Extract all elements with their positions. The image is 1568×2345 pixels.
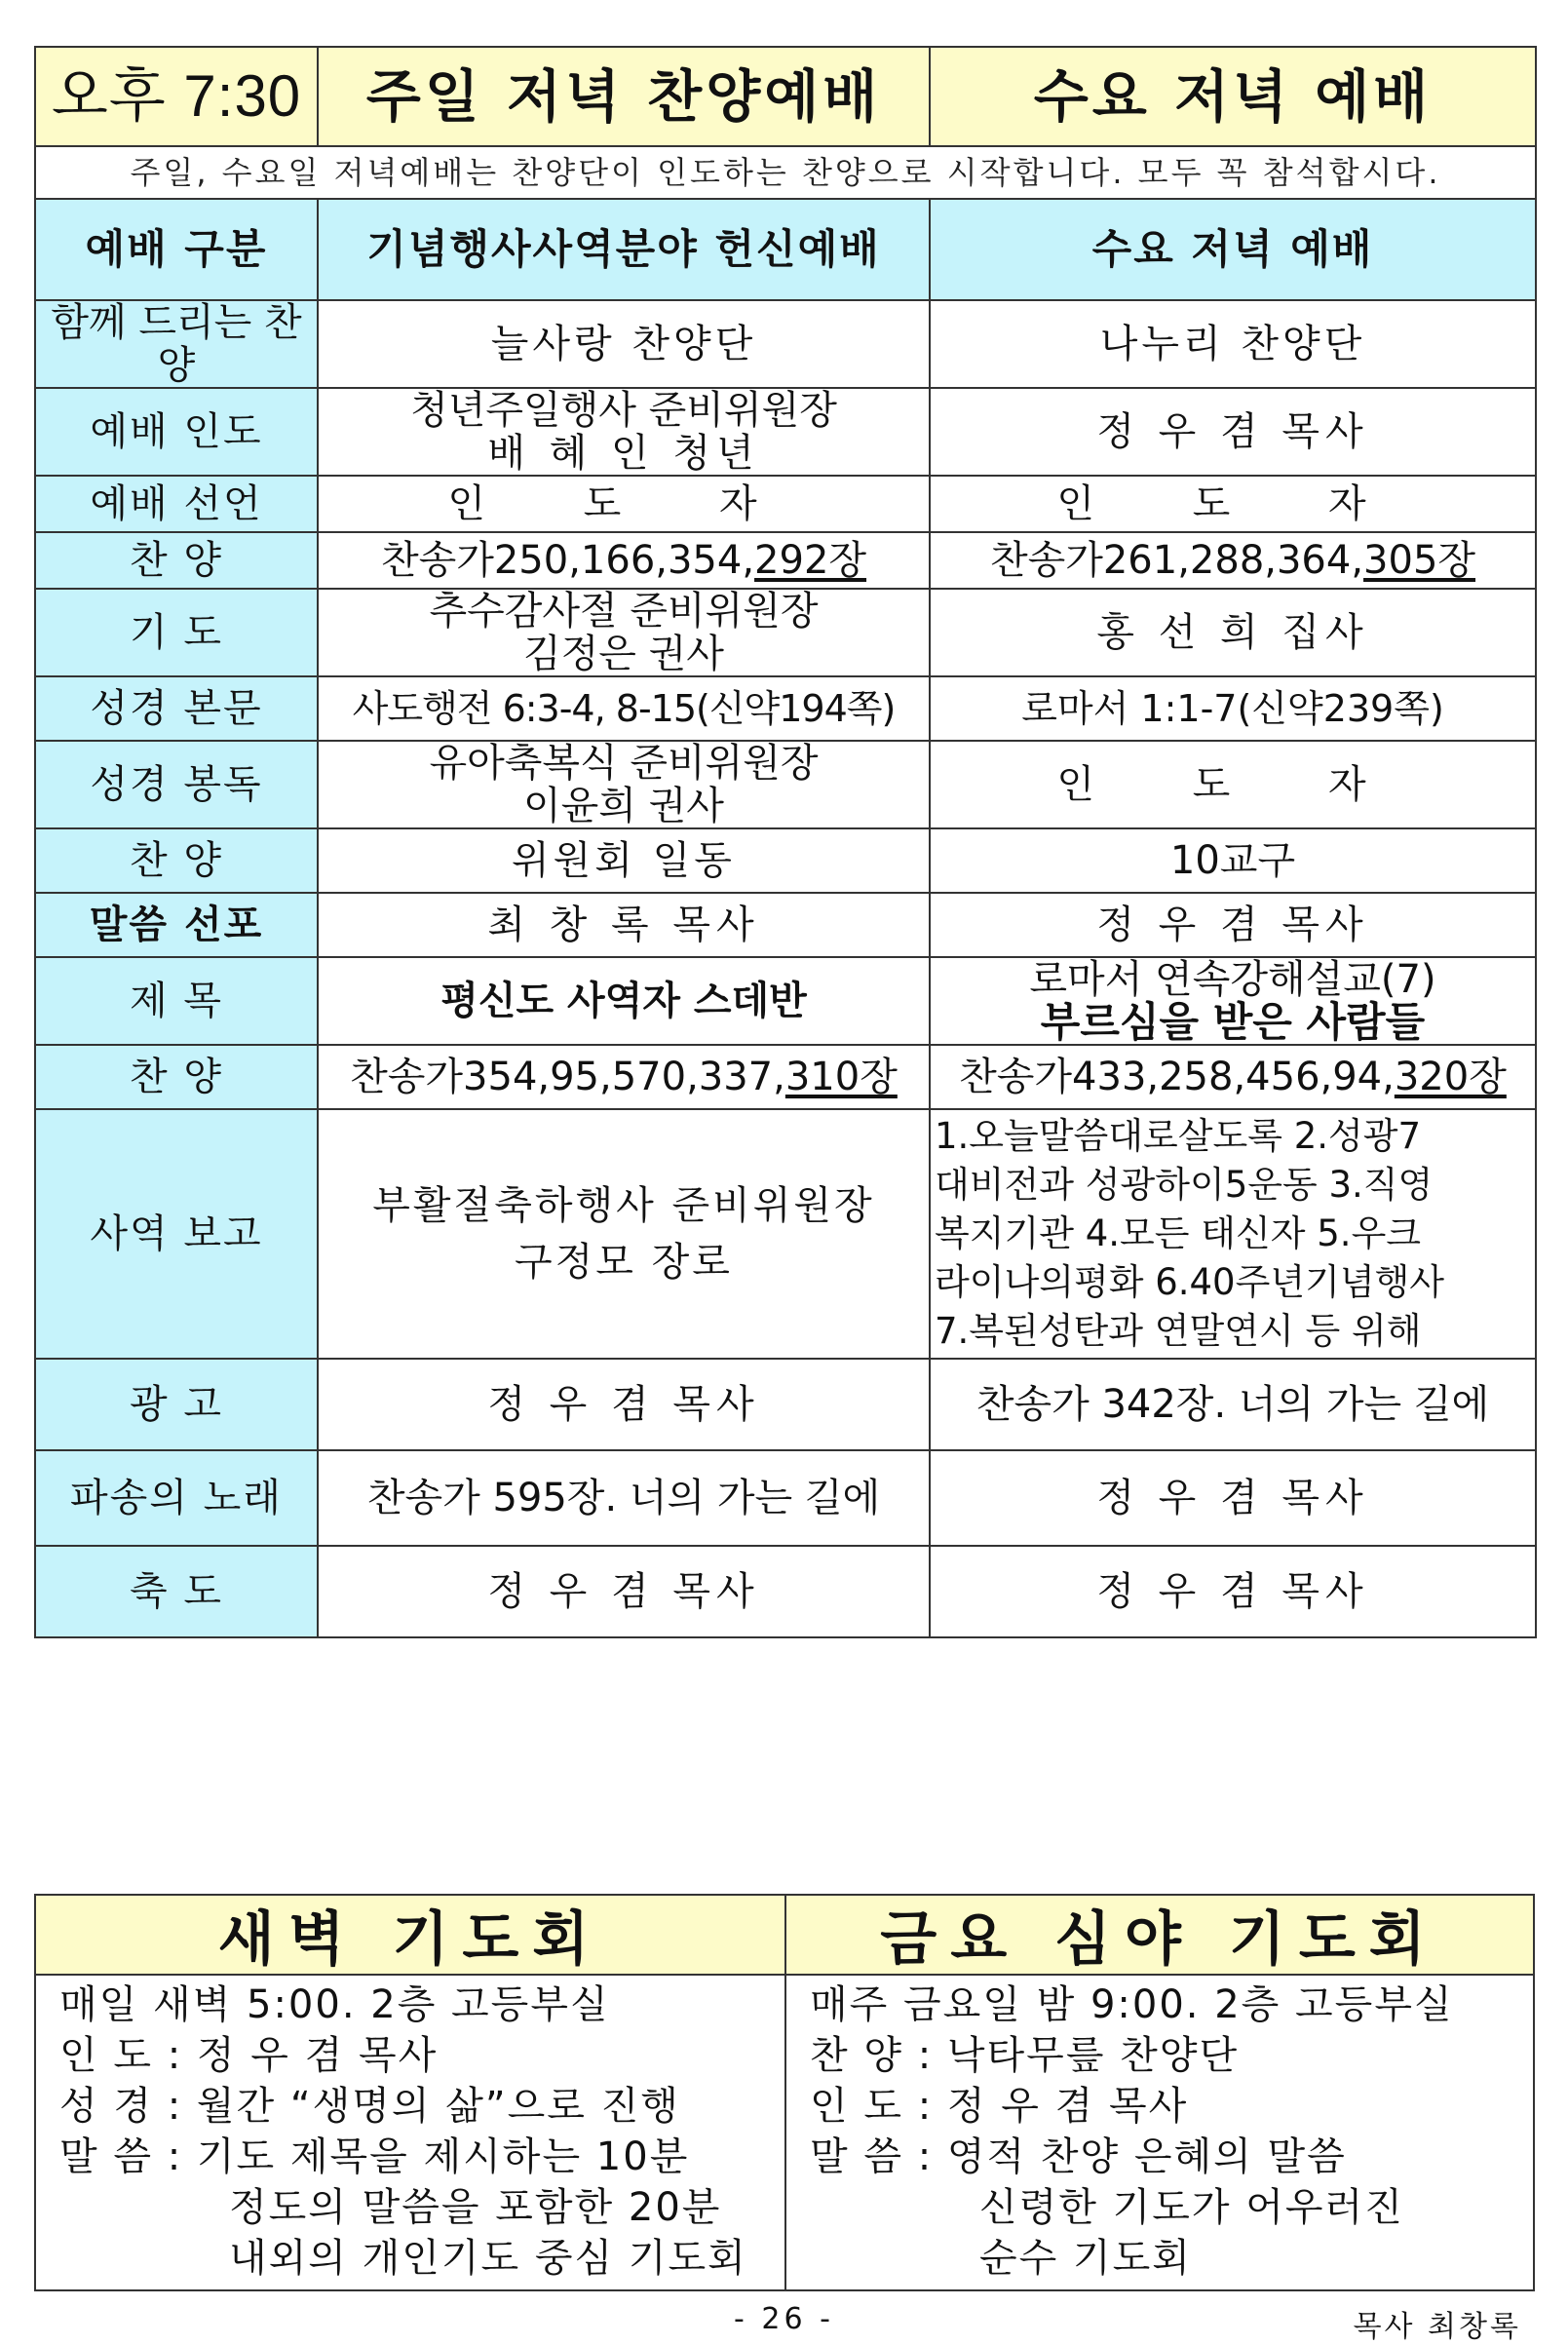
wednesday-service-title: 수요 저녁 예배 — [930, 47, 1536, 146]
sunday-scripture: 사도행전 6:3-4, 8-15(신약194쪽) — [318, 676, 930, 741]
notice-row — [35, 146, 1536, 199]
reading-label: 성경 봉독 — [35, 741, 318, 828]
dawn-detail-line: 내외의 개인기도 중심 기도회 — [229, 2236, 747, 2281]
sunday-ministry-report — [318, 1109, 930, 1359]
friday-detail-line: 말 씀 : 영적 찬양 은혜의 말씀 — [810, 2134, 1347, 2179]
wednesday-hymn-2 — [930, 1045, 1536, 1109]
dawn-detail-line: 정도의 말씀을 포함한 20분 — [229, 2185, 722, 2230]
sunday-prayer — [318, 589, 930, 676]
scripture-label: 성경 본문 — [35, 676, 318, 741]
sunday-announcement: 정 우 겸 목사 — [318, 1359, 930, 1450]
wednesday-hymn-1-last: 305장 — [1363, 538, 1476, 583]
sunday-leader-name: 배 혜 인 청년 — [487, 431, 760, 476]
page-number: - 26 - — [734, 2302, 834, 2336]
sunday-choir: 늘사랑 찬양단 — [318, 300, 930, 388]
ministry-report-row — [35, 1109, 1536, 1359]
dawn-detail-line: 말 씀 : 기도 제목을 제시하는 10분 — [59, 2134, 690, 2179]
prayer-row — [35, 589, 1536, 676]
sunday-hymn-1 — [318, 532, 930, 589]
hymn-row-1 — [35, 532, 1536, 589]
sermon-title-row — [35, 957, 1536, 1045]
wednesday-sermon-heading: 부르심을 받은 사람들 — [1040, 998, 1426, 1046]
choir-row — [35, 300, 1536, 388]
hymn-label-1: 찬 양 — [35, 532, 318, 589]
report-line: 라이나의평화 6.40주년기념행사 — [935, 1261, 1445, 1303]
sunday-prayer-role: 추수감사절 준비위원장 — [429, 589, 819, 634]
friday-prayer-details — [786, 1976, 1533, 2284]
sunday-call-to-worship: 인 도 자 — [318, 476, 930, 532]
worship-schedule-table — [34, 46, 1537, 1638]
schedule-header-row — [35, 47, 1536, 146]
wednesday-hymn-1 — [930, 532, 1536, 589]
sending-song-row — [35, 1450, 1536, 1546]
wednesday-scripture: 로마서 1:1-7(신약239쪽) — [930, 676, 1536, 741]
wednesday-benediction: 정 우 겸 목사 — [930, 1546, 1536, 1637]
wednesday-preacher: 정 우 겸 목사 — [930, 893, 1536, 957]
report-line: 7.복된성탄과 연말연시 등 위해 — [935, 1310, 1422, 1352]
sunday-hymn-2 — [318, 1045, 930, 1109]
wednesday-praise: 10교구 — [930, 828, 1536, 893]
wednesday-hymn-2-list: 찬송가433,258,456,94, — [959, 1055, 1395, 1099]
prayer-label: 기 도 — [35, 589, 318, 676]
friday-detail-line: 찬 양 : 낙타무릎 찬양단 — [810, 2033, 1240, 2078]
report-line: 복지기관 4.모든 태신자 5.우크 — [935, 1212, 1422, 1254]
reading-row — [35, 741, 1536, 828]
friday-detail-line: 인 도 : 정 우 겸 목사 — [810, 2084, 1189, 2129]
sermon-label: 말씀 선포 — [35, 893, 318, 957]
dawn-prayer-title: 새벽 기도회 — [36, 1896, 784, 1976]
leader-row — [35, 388, 1536, 476]
wednesday-sermon-series: 로마서 연속강해설교(7) — [1029, 957, 1436, 1002]
sunday-service-type: 기념행사사역분야 헌신예배 — [318, 199, 930, 300]
notice-text: 주일, 수요일 저녁예배는 찬양단이 인도하는 찬양으로 시작합니다. 모두 꼭 참석합시다. — [35, 146, 1536, 199]
sending-song-label: 파송의 노래 — [35, 1450, 318, 1546]
sunday-sending-song: 찬송가 595장. 너의 가는 길에 — [318, 1450, 930, 1546]
praise-row — [35, 828, 1536, 893]
dawn-prayer-details — [36, 1976, 784, 2284]
wednesday-announcement: 찬송가 342장. 너의 가는 길에 — [930, 1359, 1536, 1450]
wednesday-hymn-1-list: 찬송가261,288,364, — [989, 538, 1364, 583]
sunday-preacher: 최 창 록 목사 — [318, 893, 930, 957]
benediction-label: 축 도 — [35, 1546, 318, 1637]
friday-detail-line: 신령한 기도가 어우러진 — [979, 2185, 1404, 2230]
sunday-hymn-1-list: 찬송가250,166,354, — [380, 538, 755, 583]
wednesday-leader: 정 우 겸 목사 — [930, 388, 1536, 476]
sunday-hymn-2-last: 310장 — [784, 1055, 898, 1099]
sunday-service-title: 주일 저녁 찬양예배 — [318, 47, 930, 146]
sunday-hymn-2-list: 찬송가354,95,570,337, — [350, 1055, 785, 1099]
dawn-detail-line: 매일 새벽 5:00. 2층 고등부실 — [59, 1982, 610, 2027]
sunday-leader-role: 청년주일행사 준비위원장 — [410, 388, 837, 433]
sermon-row — [35, 893, 1536, 957]
wednesday-sermon-title — [930, 957, 1536, 1045]
choir-label: 함께 드리는 찬양 — [35, 300, 318, 388]
call-to-worship-row — [35, 476, 1536, 532]
wednesday-sending-song: 정 우 겸 목사 — [930, 1450, 1536, 1546]
sunday-praise: 위원회 일동 — [318, 828, 930, 893]
friday-detail-line: 순수 기도회 — [979, 2236, 1192, 2281]
dawn-prayer-meeting — [36, 1896, 786, 2289]
wednesday-reading: 인 도 자 — [930, 741, 1536, 828]
wednesday-choir: 나누리 찬양단 — [930, 300, 1536, 388]
scripture-row — [35, 676, 1536, 741]
hymn-label-2: 찬 양 — [35, 1045, 318, 1109]
service-type-label: 예배 구분 — [35, 199, 318, 300]
praise-label: 찬 양 — [35, 828, 318, 893]
sunday-reading-role: 유아축복식 준비위원장 — [429, 741, 819, 786]
author-name: 목사 최창록 — [1353, 2310, 1521, 2344]
announcement-label: 광 고 — [35, 1359, 318, 1450]
service-type-row — [35, 199, 1536, 300]
report-line: 대비전과 성광하이5운동 3.직영 — [935, 1164, 1434, 1206]
report-line: 1.오늘말씀대로살도록 2.성광7 — [935, 1115, 1422, 1157]
sermon-title-label: 제 목 — [35, 957, 318, 1045]
sunday-reading-name: 이윤희 권사 — [523, 784, 724, 828]
wednesday-hymn-2-last: 320장 — [1394, 1055, 1507, 1099]
sunday-report-role: 부활절축하행사 준비위원장 — [372, 1183, 875, 1228]
leader-label: 예배 인도 — [35, 388, 318, 476]
sunday-leader — [318, 388, 930, 476]
prayer-meetings-box — [34, 1894, 1535, 2291]
friday-prayer-title: 금요 심야 기도회 — [786, 1896, 1533, 1976]
ministry-report-label: 사역 보고 — [35, 1109, 318, 1359]
friday-detail-line: 매주 금요일 밤 9:00. 2층 고등부실 — [810, 1982, 1454, 2027]
benediction-row — [35, 1546, 1536, 1637]
hymn-row-2 — [35, 1045, 1536, 1109]
service-time: 오후 7:30 — [35, 47, 318, 146]
wednesday-prayer: 홍 선 희 집사 — [930, 589, 1536, 676]
wednesday-call-to-worship: 인 도 자 — [930, 476, 1536, 532]
sunday-hymn-1-last: 292장 — [754, 538, 867, 583]
wednesday-service-type: 수요 저녁 예배 — [930, 199, 1536, 300]
wednesday-ministry-report — [930, 1109, 1536, 1359]
dawn-detail-line: 인 도 : 정 우 겸 목사 — [59, 2033, 439, 2078]
sunday-report-name: 구정모 장로 — [515, 1240, 733, 1285]
sunday-benediction: 정 우 겸 목사 — [318, 1546, 930, 1637]
call-to-worship-label: 예배 선언 — [35, 476, 318, 532]
sunday-sermon-title: 평신도 사역자 스데반 — [318, 957, 930, 1045]
dawn-detail-line: 성 경 : 월간 “생명의 삶”으로 진행 — [59, 2084, 680, 2129]
sunday-reading — [318, 741, 930, 828]
friday-night-prayer-meeting — [786, 1896, 1533, 2289]
sunday-prayer-name: 김정은 권사 — [523, 632, 724, 676]
announcement-row — [35, 1359, 1536, 1450]
